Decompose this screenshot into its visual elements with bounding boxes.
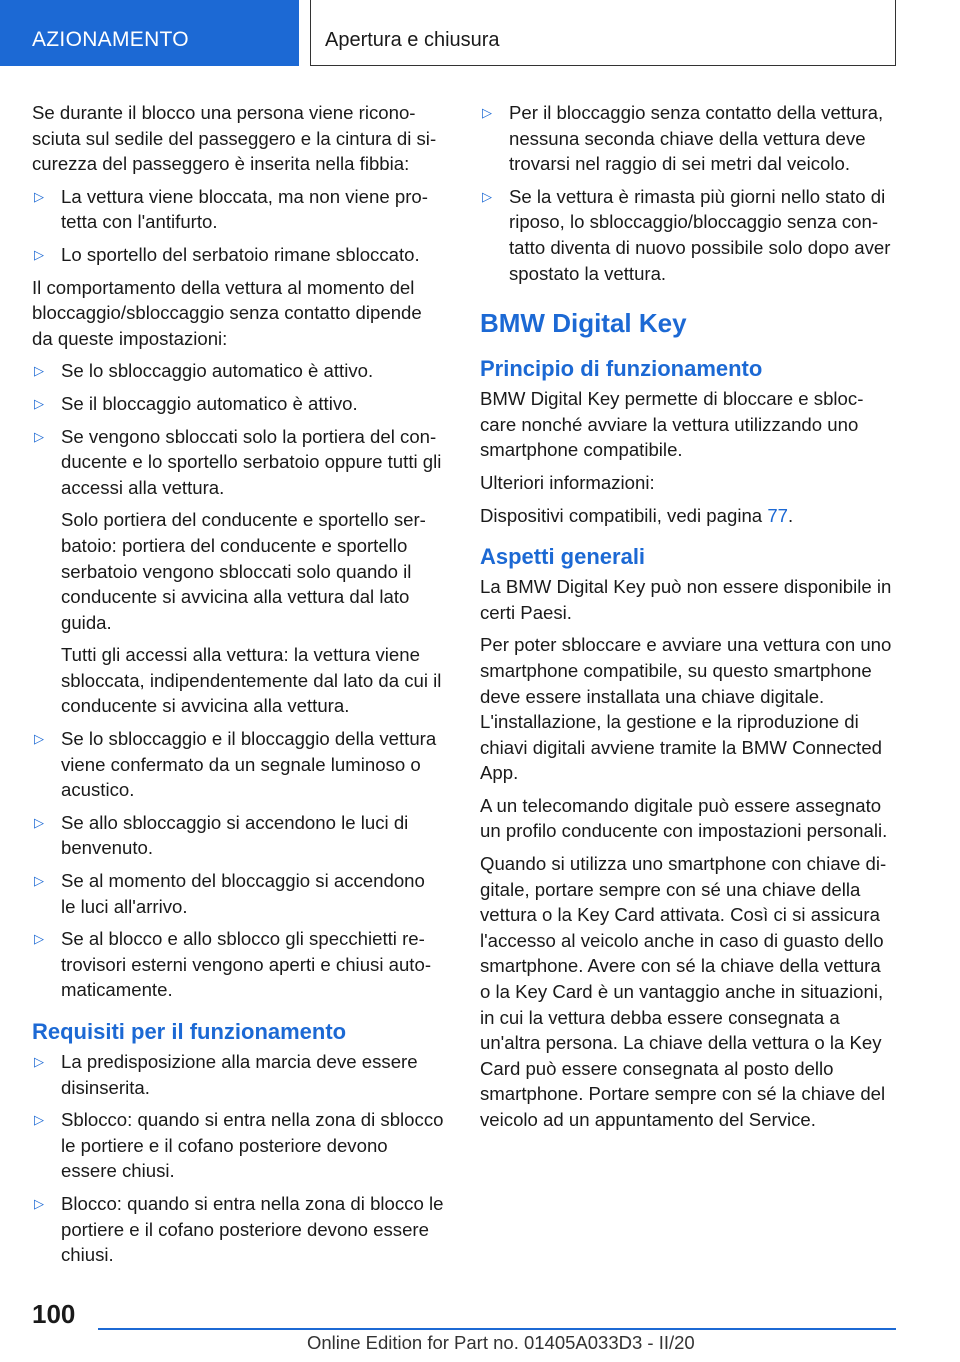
list-item: ▷ Se lo sbloccaggio automatico è attivo.	[32, 358, 444, 384]
list-item: ▷ Se allo sbloccaggio si accendono le luci di benvenuto.	[34, 811, 409, 859]
general-paragraph: Quando si utilizza uno smartphone con chiave digitale, portare sempre con sé una chiave della vettura o la Key Card attivata. Così ci si assicura l'accesso al veicolo anche in caso di guasto dello smartphone. Avere con sé la chiave della vettura o la Key Card è un vantaggio anche in situazioni, in cui la vettura debba essere consegnata a un'altra persona. La chiave della vettura o la Key Card può essere consegnata al posto dello smartphone. Portare sempre con sé la chiave del veicolo ad un appuntamento del Service.	[480, 853, 887, 1130]
bullet-triangle-icon: ▷	[34, 188, 44, 204]
bullet-triangle-icon: ▷	[34, 731, 44, 747]
sub-paragraph: Solo portiera del conducente e sportello serbatoio: portiera del conducente e sportello serbatoio vengono sbloccati solo quando il conducente si avvicina alla vettura dal lato guida.	[61, 509, 426, 633]
general-heading: Aspetti generali	[480, 544, 646, 570]
list-item: ▷ Se la vettura è rimasta più giorni nello stato di riposo, lo sbloccaggio/bloccaggio senza contatto diventa di nuovo possibile solo dopo aver spostato la vettura.	[482, 185, 891, 284]
bullet-triangle-icon: ▷	[34, 873, 44, 889]
bullet-triangle-icon: ▷	[34, 931, 44, 947]
edition-note: Online Edition for Part no. 01405A033D3 - II/20	[307, 1332, 695, 1353]
footer-divider	[98, 1328, 896, 1330]
bullet-triangle-icon: ▷	[482, 188, 492, 204]
page-number: 100	[32, 1299, 76, 1329]
list-item: ▷ Per il bloccaggio senza contatto della vettura, nessuna seconda chiave della vettura deve trovarsi nel raggio di sei metri dal veicolo.	[482, 102, 884, 175]
digital-key-heading: BMW Digital Key	[480, 308, 687, 339]
list-item: ▷ La predisposizione alla marcia deve essere disinserita.	[34, 1051, 418, 1098]
list-item: ▷ Se al blocco e allo sblocco gli specchietti retrovisori esterni vengono aperti e chiusi automaticamente.	[34, 928, 432, 1001]
bullet-triangle-icon: ▷	[34, 814, 44, 830]
list-item: ▷ La vettura viene bloccata, ma non viene protetta con l'antifurto.	[34, 185, 428, 233]
list-item: ▷ Sblocco: quando si entra nella zona di sblocco le portiere e il cofano posteriore devono essere chiusi.	[34, 1109, 444, 1182]
list-item: ▷ Se vengono sbloccati solo la portiera del conducente e lo sportello serbatoio oppure tutti gli accessi alla vettura.	[34, 425, 442, 498]
devices-paragraph: Dispositivi compatibili, vedi pagina 77.	[480, 504, 794, 526]
list-item: ▷ Lo sportello del serbatoio rimane sbloccato.	[32, 242, 444, 268]
bullet-triangle-icon: ▷	[34, 428, 44, 444]
bullet-triangle-icon: ▷	[34, 246, 44, 262]
list-item: ▷ Se il bloccaggio automatico è attivo.	[32, 391, 444, 417]
bullet-triangle-icon: ▷	[34, 363, 44, 379]
list-item: ▷ Blocco: quando si entra nella zona di blocco le portiere e il cofano posteriore devono essere chiusi.	[34, 1192, 444, 1266]
list-item: ▷ Se al momento del bloccaggio si accendono le luci all'arrivo.	[34, 870, 425, 917]
chapter-title: Apertura e chiusura	[325, 29, 500, 51]
general-paragraph: A un telecomando digitale può essere assegnato un profilo conducente con impostazioni personali.	[480, 794, 888, 842]
principle-paragraph: BMW Digital Key permette di bloccare e sbloccare nonché avviare la vettura utilizzando uno smartphone compatibile.	[480, 388, 864, 461]
bullet-triangle-icon: ▷	[34, 395, 44, 411]
intro-paragraph: Se durante il blocco una persona viene riconosciuta sul sedile del passeggero e la cintura di sicurezza del passeggero è inserita nella fibbia:	[32, 102, 437, 175]
left-column	[32, 100, 444, 1275]
section-title: AZIONAMENTO	[32, 28, 189, 51]
behavior-paragraph: Il comportamento della vettura al momento del bloccaggio/sbloccaggio senza contatto dipende da queste impostazioni:	[32, 276, 422, 349]
requirements-heading: Requisiti per il funzionamento	[32, 1019, 347, 1044]
general-paragraph: Per poter sbloccare e avviare una vettura con uno smartphone compatibile, su questo smartphone deve essere installata una chiave digitale. L'installazione, la gestione e la riproduzione di chiavi digitali avviene tramite la BMW Connected App.	[480, 634, 892, 784]
sub-paragraph: Tutti gli accessi alla vettura: la vettura viene sbloccata, indipendentemente dal lato da cui il conducente si avvicina alla vettura.	[61, 644, 442, 717]
bullet-triangle-icon: ▷	[482, 105, 492, 120]
right-column	[480, 100, 892, 1140]
chapter-header	[310, 0, 896, 66]
list-item: ▷ Se lo sbloccaggio e il bloccaggio della vettura viene confermato da un segnale luminoso o acustico.	[34, 728, 437, 801]
principle-heading: Principio di funzionamento	[480, 356, 763, 382]
page-link[interactable]: 77	[767, 504, 788, 526]
more-info-label: Ulteriori informazioni:	[480, 471, 655, 493]
general-paragraph: La BMW Digital Key può non essere disponibile in certi Paesi.	[480, 576, 892, 623]
bullet-triangle-icon: ▷	[34, 1112, 44, 1128]
section-tab	[0, 0, 299, 66]
bullet-triangle-icon: ▷	[34, 1054, 44, 1069]
bullet-triangle-icon: ▷	[34, 1195, 44, 1211]
